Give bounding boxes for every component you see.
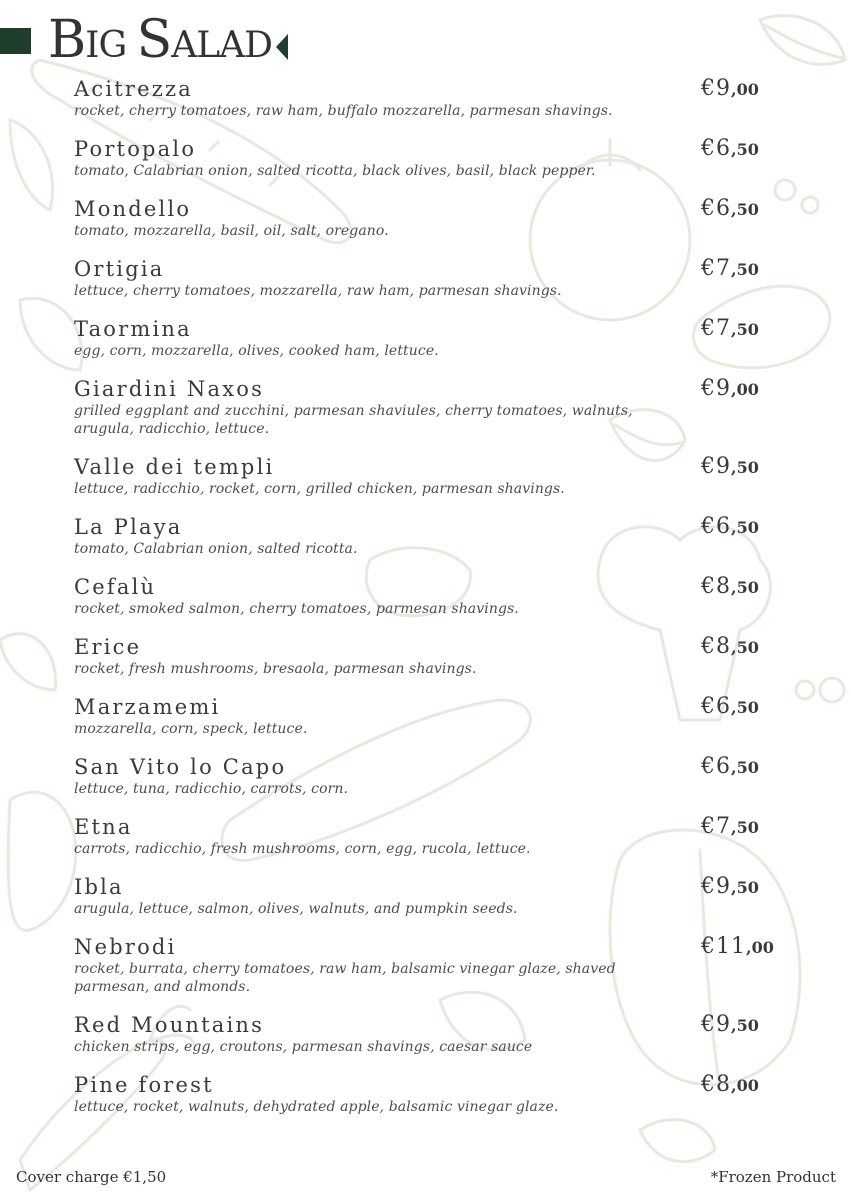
menu-item	[74, 574, 774, 618]
menu-item	[74, 136, 774, 180]
item-name: Taormina	[74, 317, 192, 341]
item-price	[701, 874, 759, 901]
menu-item	[74, 376, 774, 438]
section-title	[48, 8, 272, 78]
price-main: €9	[701, 376, 731, 401]
item-price	[701, 76, 759, 103]
menu-item	[74, 316, 774, 360]
title-rest-ig: IG	[85, 25, 137, 66]
price-main: €7	[701, 256, 731, 281]
item-description: chicken strips, egg, croutons, parmesan shavings, caesar sauce	[74, 1039, 533, 1055]
item-description: grilled eggplant and zucchini, parmesan shaviules, cherry tomatoes, walnuts, arugula, radicchio, lettuce.	[74, 403, 633, 437]
item-description: rocket, burrata, cherry tomatoes, raw ham, balsamic vinegar glaze, shaved parmesan, and almonds.	[74, 961, 616, 995]
price-main: €6	[701, 514, 731, 539]
item-name: Pine forest	[74, 1073, 214, 1097]
item-name: Giardini Naxos	[74, 377, 265, 401]
price-main: €6	[701, 754, 731, 779]
menu-item	[74, 256, 774, 300]
item-description: lettuce, cherry tomatoes, mozzarella, raw ham, parmesan shavings.	[74, 283, 562, 299]
item-description: rocket, smoked salmon, cherry tomatoes, parmesan shavings.	[74, 601, 519, 617]
item-name: Ibla	[74, 875, 124, 899]
title-rest-alad: ALAD	[171, 25, 273, 66]
price-main: €8	[701, 634, 731, 659]
price-cents: ,50	[731, 140, 759, 159]
menu-item	[74, 814, 774, 858]
item-price	[701, 634, 759, 661]
item-description: rocket, cherry tomatoes, raw ham, buffalo mozzarella, parmesan shavings.	[74, 103, 613, 119]
price-main: €9	[701, 1012, 731, 1037]
price-cents: ,50	[731, 518, 759, 537]
item-name: Red Mountains	[74, 1013, 265, 1037]
item-description: mozzarella, corn, speck, lettuce.	[74, 721, 308, 737]
item-description: lettuce, rocket, walnuts, dehydrated apple, balsamic vinegar glaze.	[74, 1099, 559, 1115]
price-cents: ,50	[731, 638, 759, 657]
menu-item	[74, 754, 774, 798]
menu-item	[74, 1072, 774, 1116]
menu-item	[74, 514, 774, 558]
price-main: €8	[701, 574, 731, 599]
item-name: Portopalo	[74, 137, 197, 161]
item-description: arugula, lettuce, salmon, olives, walnuts, and pumpkin seeds.	[74, 901, 518, 917]
item-price	[701, 814, 759, 841]
item-price	[701, 754, 759, 781]
menu-item	[74, 196, 774, 240]
price-main: €6	[701, 196, 731, 221]
item-price	[701, 376, 759, 403]
price-cents: ,50	[731, 758, 759, 777]
price-cents: ,00	[731, 1076, 759, 1095]
item-name: La Playa	[74, 515, 183, 539]
price-cents: ,50	[731, 200, 759, 219]
item-price	[701, 136, 759, 163]
item-description: tomato, Calabrian onion, salted ricotta.	[74, 541, 358, 557]
menu-item	[74, 694, 774, 738]
price-cents: ,50	[731, 878, 759, 897]
title-initial-s: S	[136, 10, 172, 70]
item-price	[701, 196, 759, 223]
item-price	[701, 514, 759, 541]
item-name: Ortigia	[74, 257, 165, 281]
frozen-product-note: *Frozen Product	[710, 1168, 836, 1186]
menu-item	[74, 934, 774, 996]
menu-item	[74, 874, 774, 918]
item-description: lettuce, tuna, radicchio, carrots, corn.	[74, 781, 349, 797]
price-cents: ,50	[731, 578, 759, 597]
item-description: tomato, mozzarella, basil, oil, salt, oregano.	[74, 223, 389, 239]
header-accent-bar	[0, 28, 31, 54]
item-name: Etna	[74, 815, 133, 839]
price-main: €6	[701, 136, 731, 161]
price-cents: ,50	[731, 320, 759, 339]
price-main: €6	[701, 694, 731, 719]
item-name: Cefalù	[74, 575, 157, 599]
item-price	[701, 316, 759, 343]
item-description: rocket, fresh mushrooms, bresaola, parmesan shavings.	[74, 661, 477, 677]
item-name: Erice	[74, 635, 142, 659]
item-description: egg, corn, mozzarella, olives, cooked ham, lettuce.	[74, 343, 439, 359]
item-name: Acitrezza	[74, 77, 193, 101]
menu-item	[74, 634, 774, 678]
price-main: €7	[701, 316, 731, 341]
price-main: €9	[701, 874, 731, 899]
price-main: €11	[701, 934, 746, 959]
item-price	[701, 934, 774, 961]
price-main: €9	[701, 76, 731, 101]
item-price	[701, 694, 759, 721]
menu-item	[74, 454, 774, 498]
salad-menu-list	[74, 76, 774, 1132]
item-price	[701, 1012, 759, 1039]
price-cents: ,00	[731, 80, 759, 99]
price-cents: ,50	[731, 1016, 759, 1035]
item-price	[701, 454, 759, 481]
price-cents: ,50	[731, 698, 759, 717]
item-name: Marzamemi	[74, 695, 221, 719]
item-price	[701, 574, 759, 601]
item-name: San Vito lo Capo	[74, 755, 287, 779]
menu-item	[74, 1012, 774, 1056]
price-main: €8	[701, 1072, 731, 1097]
item-name: Mondello	[74, 197, 192, 221]
title-initial-b: B	[48, 10, 86, 70]
item-description: tomato, Calabrian onion, salted ricotta, black olives, basil, black pepper.	[74, 163, 596, 179]
item-price	[701, 1072, 759, 1099]
price-cents: ,50	[731, 458, 759, 477]
price-cents: ,50	[731, 818, 759, 837]
menu-header	[0, 8, 400, 72]
item-name: Nebrodi	[74, 935, 177, 959]
item-name: Valle dei templi	[74, 455, 275, 479]
price-main: €7	[701, 814, 731, 839]
item-price	[701, 256, 759, 283]
price-cents: ,50	[731, 260, 759, 279]
price-cents: ,00	[746, 938, 774, 957]
item-description: lettuce, radicchio, rocket, corn, grilled chicken, parmesan shavings.	[74, 481, 565, 497]
price-cents: ,00	[731, 380, 759, 399]
price-main: €9	[701, 454, 731, 479]
cover-charge-note: Cover charge €1,50	[16, 1168, 167, 1186]
header-arrow-icon	[276, 34, 288, 60]
menu-item	[74, 76, 774, 120]
item-description: carrots, radicchio, fresh mushrooms, corn, egg, rucola, lettuce.	[74, 841, 531, 857]
